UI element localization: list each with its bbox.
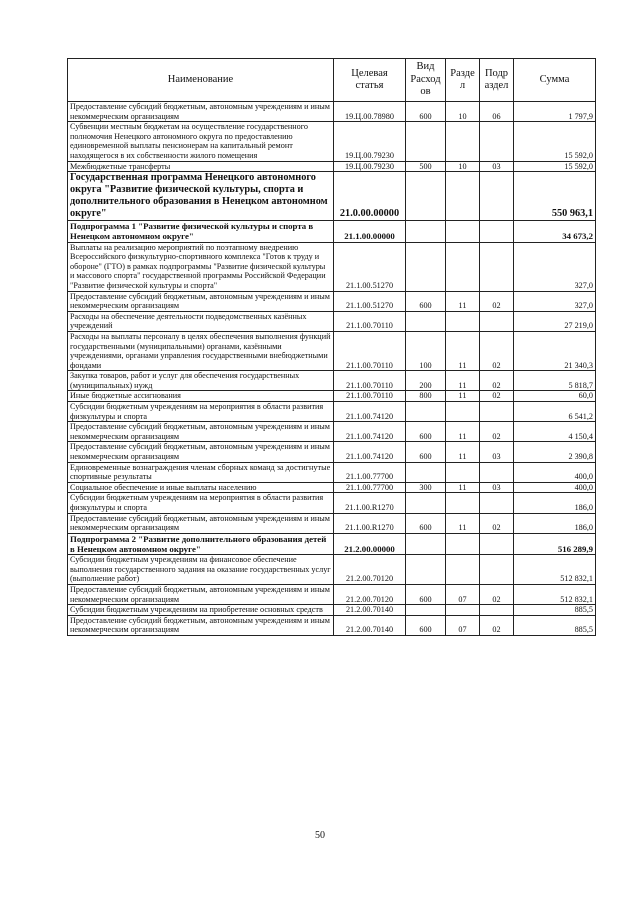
cell-target-article: 21.1.00.70110 — [334, 391, 406, 402]
table-row — [68, 482, 596, 493]
cell-sum: 885,5 — [514, 605, 596, 616]
cell-section: 07 — [446, 615, 480, 635]
cell-expense-type — [406, 555, 446, 585]
cell-target-article: 21.2.00.70120 — [334, 555, 406, 585]
table-row — [68, 533, 596, 554]
cell-target-article: 21.1.00.74120 — [334, 442, 406, 462]
cell-sum: 34 673,2 — [514, 221, 596, 242]
header-sum: Сумма — [514, 59, 596, 102]
cell-name: Предоставление субсидий бюджетным, автономным учреждениям и иным некоммерческим организациям — [68, 615, 334, 635]
table-row — [68, 331, 596, 370]
cell-sum: 400,0 — [514, 482, 596, 493]
cell-target-article: 21.1.00.70110 — [334, 331, 406, 370]
cell-expense-type — [406, 242, 446, 291]
table-row — [68, 311, 596, 331]
cell-section: 11 — [446, 482, 480, 493]
table-row — [68, 371, 596, 391]
cell-target-article: 21.2.00.70120 — [334, 584, 406, 604]
cell-name: Предоставление субсидий бюджетным, автономным учреждениям и иным некоммерческим организациям — [68, 584, 334, 604]
cell-target-article: 21.2.00.00000 — [334, 533, 406, 554]
cell-sum: 400,0 — [514, 462, 596, 482]
budget-table — [67, 58, 596, 636]
cell-name: Подпрограмма 1 "Развитие физической культуры и спорта в Ненецком автономном округе" — [68, 221, 334, 242]
cell-subsection — [480, 221, 514, 242]
cell-section — [446, 493, 480, 513]
cell-subsection: 03 — [480, 161, 514, 172]
cell-expense-type — [406, 462, 446, 482]
cell-subsection — [480, 605, 514, 616]
table-row — [68, 391, 596, 402]
cell-target-article: 19.Ц.00.78980 — [334, 102, 406, 122]
cell-subsection — [480, 402, 514, 422]
cell-section: 07 — [446, 584, 480, 604]
cell-section: 11 — [446, 442, 480, 462]
cell-name: Субсидии бюджетным учреждениям на мероприятия в области развития физкультуры и спорта — [68, 493, 334, 513]
cell-expense-type: 600 — [406, 291, 446, 311]
cell-name: Единовременные вознаграждения членам сборных команд за достигнутые спортивные результаты — [68, 462, 334, 482]
cell-subsection — [480, 555, 514, 585]
cell-expense-type: 300 — [406, 482, 446, 493]
cell-subsection — [480, 242, 514, 291]
cell-section — [446, 242, 480, 291]
cell-section — [446, 533, 480, 554]
table-row — [68, 442, 596, 462]
table-row — [68, 615, 596, 635]
cell-target-article: 21.1.00.77700 — [334, 462, 406, 482]
table-row — [68, 221, 596, 242]
cell-name: Субсидии бюджетным учреждениям на финансовое обеспечение выполнения государственного задания на оказание государственных услуг (выполнение работ) — [68, 555, 334, 585]
cell-target-article: 21.1.00.R1270 — [334, 513, 406, 533]
cell-section — [446, 402, 480, 422]
table-row — [68, 555, 596, 585]
cell-expense-type: 200 — [406, 371, 446, 391]
cell-target-article: 21.1.00.51270 — [334, 291, 406, 311]
cell-name: Закупка товаров, работ и услуг для обеспечения государственных (муниципальных) нужд — [68, 371, 334, 391]
cell-name: Социальное обеспечение и иные выплаты населению — [68, 482, 334, 493]
table-row — [68, 161, 596, 172]
cell-name: Иные бюджетные ассигнования — [68, 391, 334, 402]
cell-expense-type: 600 — [406, 102, 446, 122]
cell-section: 11 — [446, 371, 480, 391]
cell-subsection — [480, 533, 514, 554]
cell-expense-type: 600 — [406, 615, 446, 635]
cell-target-article: 21.1.00.74120 — [334, 402, 406, 422]
cell-subsection — [480, 172, 514, 221]
cell-name: Выплаты на реализацию мероприятий по поэтапному внедрению Всероссийского физкультурно-спортивного комплекса "Готов к труду и обороне" (ГТО) в рамках подпрограммы "Развитие физической культуры и массового спорта" государственной программы Российской Федерации "Развитие физической культуры и спорта" — [68, 242, 334, 291]
cell-section — [446, 172, 480, 221]
header-target-article: Целевая статья — [334, 59, 406, 102]
cell-name: Субсидии бюджетным учреждениям на приобретение основных средств — [68, 605, 334, 616]
cell-section: 10 — [446, 102, 480, 122]
header-section: Разде л — [446, 59, 480, 102]
cell-sum: 327,0 — [514, 291, 596, 311]
cell-subsection — [480, 311, 514, 331]
table-header-row — [68, 59, 596, 102]
cell-target-article: 21.2.00.70140 — [334, 615, 406, 635]
cell-name: Предоставление субсидий бюджетным, автономным учреждениям и иным некоммерческим организациям — [68, 422, 334, 442]
cell-section — [446, 221, 480, 242]
cell-name: Расходы на обеспечение деятельности подведомственных казённых учреждений — [68, 311, 334, 331]
table-row — [68, 102, 596, 122]
cell-expense-type — [406, 402, 446, 422]
cell-expense-type — [406, 122, 446, 161]
cell-name: Подпрограмма 2 "Развитие дополнительного образования детей в Ненецком автономном округе" — [68, 533, 334, 554]
cell-target-article: 21.1.00.51270 — [334, 242, 406, 291]
cell-subsection: 02 — [480, 391, 514, 402]
table-row — [68, 291, 596, 311]
cell-subsection: 03 — [480, 482, 514, 493]
cell-section — [446, 122, 480, 161]
cell-sum: 15 592,0 — [514, 122, 596, 161]
cell-section — [446, 555, 480, 585]
cell-sum: 186,0 — [514, 493, 596, 513]
cell-subsection: 02 — [480, 615, 514, 635]
cell-expense-type — [406, 605, 446, 616]
cell-sum: 6 541,2 — [514, 402, 596, 422]
cell-section: 10 — [446, 161, 480, 172]
cell-sum: 2 390,8 — [514, 442, 596, 462]
cell-expense-type: 600 — [406, 513, 446, 533]
cell-target-article: 21.0.00.00000 — [334, 172, 406, 221]
cell-target-article: 21.1.00.70110 — [334, 311, 406, 331]
cell-section: 11 — [446, 422, 480, 442]
table-row — [68, 172, 596, 221]
cell-sum: 4 150,4 — [514, 422, 596, 442]
cell-expense-type: 100 — [406, 331, 446, 370]
cell-subsection: 02 — [480, 422, 514, 442]
cell-name: Субвенции местным бюджетам на осуществление государственного полномочия Ненецкого автономного округа по предоставлению единовременной выплаты пенсионерам на капитальный ремонт находящегося в их собственности жилого помещения — [68, 122, 334, 161]
header-subsection: Подр аздел — [480, 59, 514, 102]
cell-name: Предоставление субсидий бюджетным, автономным учреждениям и иным некоммерческим организациям — [68, 291, 334, 311]
cell-name: Предоставление субсидий бюджетным, автономным учреждениям и иным некоммерческим организациям — [68, 442, 334, 462]
cell-expense-type — [406, 533, 446, 554]
cell-subsection — [480, 122, 514, 161]
cell-sum: 512 832,1 — [514, 584, 596, 604]
cell-subsection: 02 — [480, 291, 514, 311]
cell-section: 11 — [446, 291, 480, 311]
cell-sum: 60,0 — [514, 391, 596, 402]
table-row — [68, 462, 596, 482]
table-row — [68, 584, 596, 604]
cell-expense-type — [406, 172, 446, 221]
cell-expense-type — [406, 311, 446, 331]
cell-section: 11 — [446, 391, 480, 402]
cell-name: Межбюджетные трансферты — [68, 161, 334, 172]
cell-subsection — [480, 462, 514, 482]
cell-sum: 1 797,9 — [514, 102, 596, 122]
table-row — [68, 513, 596, 533]
cell-subsection: 02 — [480, 513, 514, 533]
cell-section — [446, 605, 480, 616]
cell-expense-type — [406, 221, 446, 242]
table-row — [68, 122, 596, 161]
cell-expense-type — [406, 493, 446, 513]
cell-sum: 885,5 — [514, 615, 596, 635]
cell-sum: 512 832,1 — [514, 555, 596, 585]
table-row — [68, 422, 596, 442]
table-row — [68, 402, 596, 422]
cell-name: Расходы на выплаты персоналу в целях обеспечения выполнения функций государственными (муниципальными) органами, казёнными учреждениями, органами управления государственными внебюджетными фондами — [68, 331, 334, 370]
cell-sum: 327,0 — [514, 242, 596, 291]
cell-expense-type: 800 — [406, 391, 446, 402]
cell-sum: 15 592,0 — [514, 161, 596, 172]
cell-section — [446, 462, 480, 482]
table-row — [68, 493, 596, 513]
cell-subsection: 03 — [480, 442, 514, 462]
cell-name: Субсидии бюджетным учреждениям на мероприятия в области развития физкультуры и спорта — [68, 402, 334, 422]
table-row — [68, 242, 596, 291]
cell-target-article: 21.1.00.R1270 — [334, 493, 406, 513]
cell-expense-type: 600 — [406, 584, 446, 604]
cell-subsection: 02 — [480, 584, 514, 604]
header-expense-type: Вид Расход ов — [406, 59, 446, 102]
cell-subsection: 06 — [480, 102, 514, 122]
cell-sum: 5 818,7 — [514, 371, 596, 391]
cell-target-article: 21.1.00.74120 — [334, 422, 406, 442]
cell-target-article: 21.1.00.00000 — [334, 221, 406, 242]
cell-target-article: 19.Ц.00.79230 — [334, 122, 406, 161]
cell-sum: 516 289,9 — [514, 533, 596, 554]
cell-expense-type: 500 — [406, 161, 446, 172]
cell-sum: 21 340,3 — [514, 331, 596, 370]
table-row — [68, 605, 596, 616]
cell-sum: 27 219,0 — [514, 311, 596, 331]
header-name: Наименование — [68, 59, 334, 102]
cell-section: 11 — [446, 513, 480, 533]
cell-name: Предоставление субсидий бюджетным, автономным учреждениям и иным некоммерческим организациям — [68, 513, 334, 533]
table-body — [68, 102, 596, 636]
cell-target-article: 21.1.00.77700 — [334, 482, 406, 493]
cell-subsection: 02 — [480, 371, 514, 391]
cell-target-article: 21.2.00.70140 — [334, 605, 406, 616]
page-number: 50 — [315, 830, 325, 841]
cell-target-article: 19.Ц.00.79230 — [334, 161, 406, 172]
cell-section: 11 — [446, 331, 480, 370]
cell-name: Государственная программа Ненецкого автономного округа "Развитие физической культуры, спорта и дополнительного образования в Ненецком автономном округе" — [68, 172, 334, 221]
cell-target-article: 21.1.00.70110 — [334, 371, 406, 391]
cell-name: Предоставление субсидий бюджетным, автономным учреждениям и иным некоммерческим организациям — [68, 102, 334, 122]
cell-sum: 186,0 — [514, 513, 596, 533]
cell-sum: 550 963,1 — [514, 172, 596, 221]
cell-subsection: 02 — [480, 331, 514, 370]
cell-section — [446, 311, 480, 331]
cell-subsection — [480, 493, 514, 513]
cell-expense-type: 600 — [406, 442, 446, 462]
cell-expense-type: 600 — [406, 422, 446, 442]
